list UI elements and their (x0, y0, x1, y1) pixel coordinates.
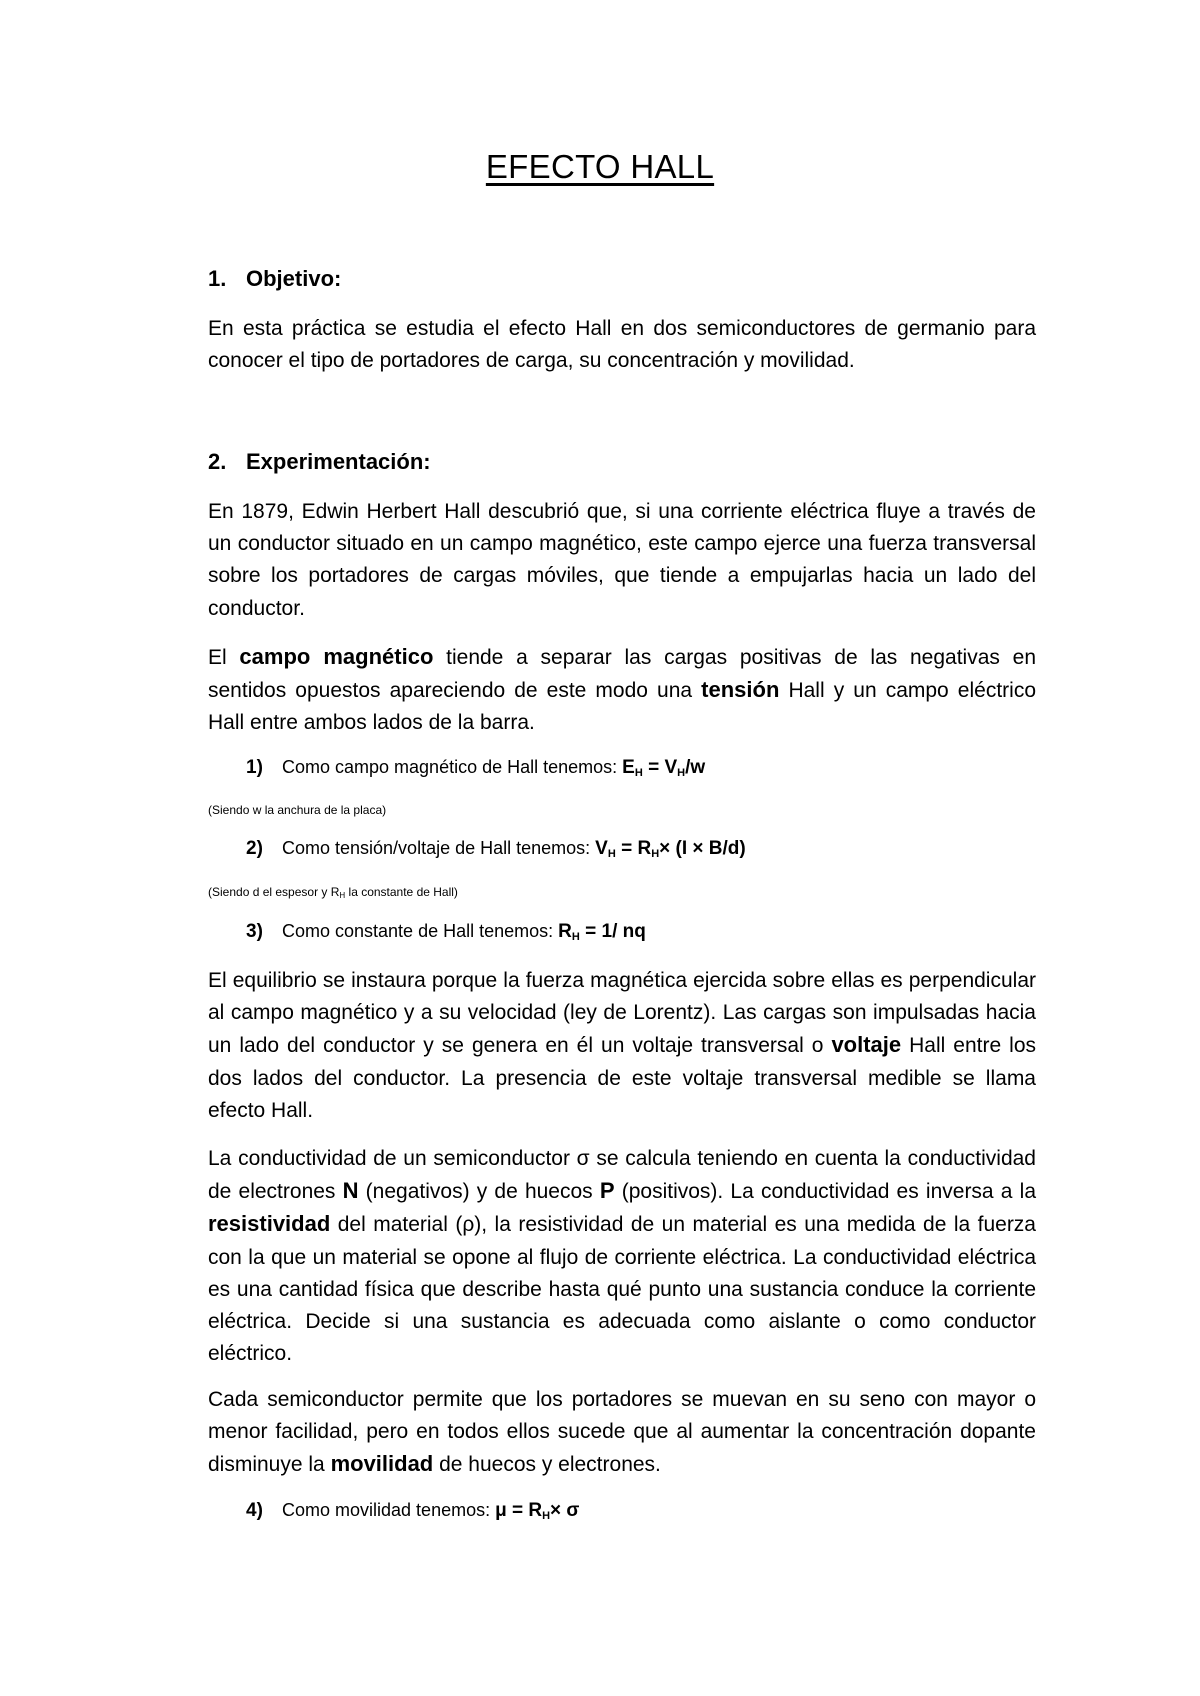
bold-term: movilidad (330, 1451, 434, 1477)
formula-item-1: 1) Como campo magnético de Hall tenemos: $E_H = V_H/w$ (246, 757, 706, 779)
formula-item-4: 4) Como movilidad tenemos: $\mu = R_H\times \sigma$ (246, 1500, 580, 1522)
equilibrium-paragraph: El equilibrio se instaura porque la fuerza magnética ejercida sobre ellas es perpendicular al campo magnético y a su velocidad (ley de Lorentz). Las cargas son impulsadas hacia un lado del conductor y se genera en él un voltaje transversal o voltaje Hall entre los dos lados del conductor. La presencia de este voltaje transversal medible se llama efecto Hall. (208, 969, 1037, 1122)
formula-note-2: (Siendo d el espesor y $R_H$ la constante de Hall) (208, 885, 458, 900)
section-title: Experimentación: (246, 449, 431, 474)
section-number: 1. (208, 266, 227, 291)
document-title: EFECTO HALL (485, 148, 715, 185)
bold-term: campo magnético (239, 644, 434, 669)
history-paragraph: En 1879, Edwin Herbert Hall descubrió que, si una corriente eléctrica fluye a través de un conductor situado en un campo magnético, este campo ejerce una fuerza transversal sobre los portadores de cargas móviles, que tiende a empujarlas hacia un lado del conductor. (208, 500, 1036, 620)
bold-term: P (599, 1178, 615, 1204)
section-heading-experimentacion (208, 449, 431, 475)
formula-item-3: 3) Como constante de Hall tenemos: $R_H = 1/$ nq (246, 921, 646, 943)
magnetic-field-paragraph: El campo magnético tiende a separar las cargas positivas de las negativas en sentidos opuestos apareciendo de este modo una tensión Hall y un campo eléctrico Hall entre ambos lados de la barra. (208, 644, 1036, 735)
bold-term: tensión (701, 677, 780, 703)
mobility-paragraph: Cada semiconductor permite que los portadores se muevan en su seno con mayor o menor facilidad, pero en todos ellos sucede que al aumentar la concentración dopante disminuye la movilidad de huecos y electrones. (208, 1388, 1036, 1477)
bold-term: resistividad (208, 1211, 331, 1237)
objective-paragraph: En esta práctica se estudia el efecto Hall en dos semiconductores de germanio para conocer el tipo de portadores de carga, su concentración y movilidad. (208, 317, 1036, 373)
section-number: 2. (208, 449, 227, 474)
bold-term: N (342, 1178, 359, 1204)
section-title: Objetivo: (246, 266, 342, 291)
section-heading-objetivo (208, 266, 341, 292)
bold-term: voltaje (831, 1032, 902, 1058)
formula-item-2: 2) Como tensión/voltaje de Hall tenemos: $V_H = R_H\times (I \times B/d)$ (246, 838, 746, 860)
conductivity-paragraph: La conductividad de un semiconductor σ se calcula teniendo en cuenta la conductividad de electrones N (negativos) y de huecos P (positivos). La conductividad es inversa a la resistividad del material (ρ), la resistividad de un material es una medida de la fuerza con la que un material se opone al flujo de corriente eléctrica. La conductividad eléctrica es una cantidad física que describe hasta qué punto una sustancia conduce la corriente eléctrica. Decide si una sustancia es adecuada como aislante o como conductor eléctrico. (208, 1147, 1036, 1366)
formula-note-1: (Siendo w la anchura de la placa) (208, 803, 387, 817)
